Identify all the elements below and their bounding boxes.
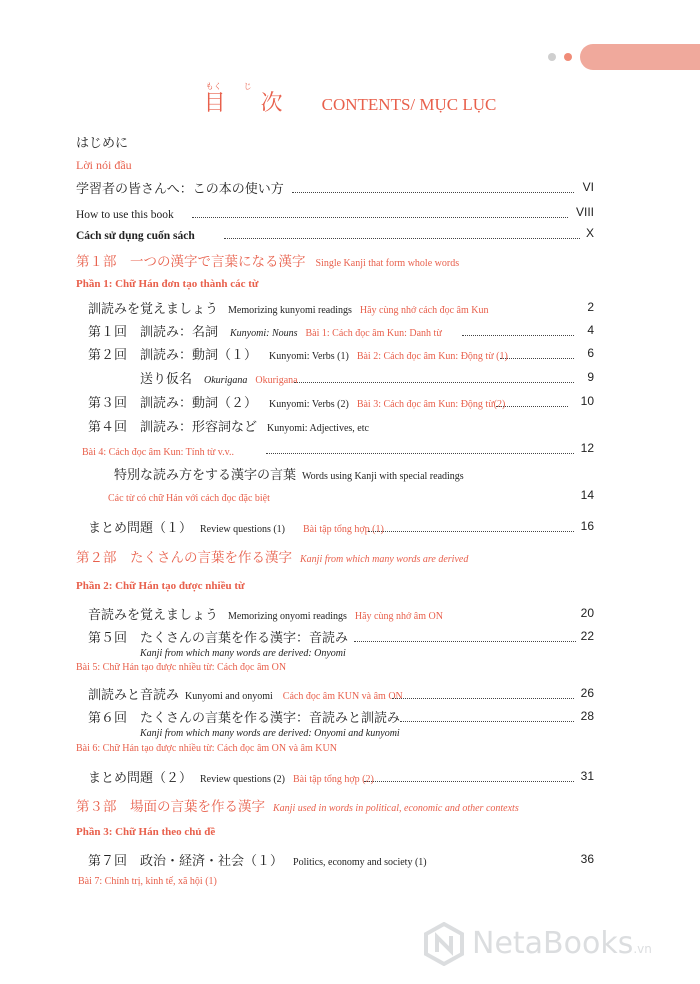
page-number: 14 (580, 488, 594, 502)
page-number: X (585, 226, 594, 240)
page-number: VI (582, 180, 594, 194)
dot-leader (364, 780, 574, 782)
toc-entry[interactable]: 第３回 訓読み：動詞（２） Kunyomi: Verbs (2) Bài 3: Cách đọc âm Kun: Động từ(2) (88, 396, 506, 411)
toc-entry[interactable] (76, 226, 700, 244)
orange-dot-icon (564, 53, 572, 61)
toc-subtitle-en: Kanji from which many words are derived: Onyomi and kunyomi (140, 728, 400, 739)
dot-leader (500, 357, 574, 359)
part2-heading-jp: 第２部 たくさんの言葉を作る漢字 (76, 550, 292, 566)
part2-heading-vi: Phần 2: Chữ Hán tạo được nhiều từ (76, 580, 245, 592)
header-bar (580, 44, 700, 70)
toc-entry[interactable] (76, 205, 700, 223)
dot-leader (354, 640, 576, 642)
title-english: CONTENTS/ MỤC LỤC (321, 95, 497, 114)
toc-entry[interactable]: 訓読みと音読み Kunyomi and onyomi Cách đọc âm KUN và âm ON (88, 688, 403, 703)
watermark-suffix: .vn (633, 942, 652, 956)
dot-leader (462, 334, 574, 336)
dot-leader (266, 452, 574, 454)
watermark-brand: NetaBooks (472, 926, 634, 961)
page-number: VIII (575, 205, 594, 219)
page-number: 26 (580, 686, 594, 700)
dot-leader (192, 216, 568, 218)
part1-heading-vi: Phần 1: Chữ Hán đơn tạo thành các từ (76, 278, 259, 290)
toc-entry[interactable] (76, 178, 700, 198)
page-number: 10 (580, 394, 594, 408)
title-ruby-1: もく (205, 82, 222, 91)
title-kanji-1: 目 (203, 91, 240, 116)
part2-heading (76, 546, 700, 567)
toc-subtitle-en: Kanji from which many words are derived: Onyomi (140, 648, 346, 659)
page-number: 36 (580, 852, 594, 866)
toc-entry[interactable]: まとめ問題（２） Review questions (2) Bài tập tổng hợp (2) (88, 771, 374, 786)
page-number: 2 (587, 300, 594, 314)
page-number: 12 (580, 441, 594, 455)
dot-leader (400, 720, 574, 722)
toc-label: 学習者の皆さんへ：この本の使い方 (76, 182, 284, 197)
header-decoration (540, 44, 700, 70)
part3-heading-en: Kanji used in words in political, economic and other contexts (273, 803, 519, 814)
page-number: 16 (580, 519, 594, 533)
toc-entry[interactable]: 第５回 たくさんの言葉を作る漢字：音読み (88, 631, 349, 646)
toc-subtitle-vi: Bài 5: Chữ Hán tạo được nhiều từ: Cách đọc âm ON (76, 662, 287, 673)
toc-entry[interactable]: まとめ問題（１） Review questions (1) Bài tập tổng hợp (1) (88, 521, 384, 536)
dot-leader (496, 405, 568, 407)
part3-heading-jp: 第３部 場面の言葉を作る漢字 (76, 799, 265, 815)
netabooks-logo-icon (422, 922, 466, 966)
toc-label: How to use this book (76, 209, 174, 221)
toc-entry[interactable]: 訓読みを覚えましょう Memorizing kunyomi readings Hãy cùng nhớ cách đọc âm Kun (88, 302, 489, 317)
toc-entry[interactable]: 第７回 政治・経済・社会（１） Politics, economy and society (1) (88, 854, 427, 869)
part1-heading-jp: 第１部 一つの漢字で言葉になる漢字 (76, 254, 306, 270)
page-title (0, 82, 700, 117)
toc-entry[interactable]: 第２回 訓読み：動詞（１） Kunyomi: Verbs (1) Bài 2: Cách đọc âm Kun: Động từ (1) (88, 348, 508, 363)
toc-subtitle-vi: Bài 6: Chữ Hán tạo được nhiều từ: Cách đọc âm ON và âm KUN (76, 743, 337, 754)
toc-entry[interactable]: Bài 4: Cách đọc âm Kun: Tính từ v.v.. (82, 447, 234, 458)
toc-subtitle-vi: Bài 7: Chính trị, kinh tế, xã hội (1) (78, 876, 217, 887)
grey-dot-icon (548, 53, 556, 61)
page-number: 22 (580, 629, 594, 643)
intro-jp: はじめに (76, 136, 129, 151)
intro-vi: Lời nói đầu (76, 158, 132, 172)
toc-entry[interactable]: 音読みを覚えましょう Memorizing onyomi readings Hãy cùng nhớ âm ON (88, 608, 443, 623)
title-kanji-2: 次 (260, 91, 297, 116)
part3-heading (76, 795, 700, 816)
page-number: 6 (587, 346, 594, 360)
page-number: 9 (587, 370, 594, 384)
toc-entry[interactable]: 特別な読み方をする漢字の言葉 Words using Kanji with special readings (114, 468, 464, 483)
toc-entry[interactable]: 第６回 たくさんの言葉を作る漢字：音読みと訓読み (88, 711, 401, 726)
toc-label: Cách sử dụng cuốn sách (76, 230, 195, 242)
dot-leader (224, 237, 580, 239)
dot-leader (294, 381, 574, 383)
toc-entry[interactable]: 送り仮名 Okurigana Okurigana (140, 372, 298, 387)
netabooks-watermark (418, 918, 698, 974)
page-number: 4 (587, 323, 594, 337)
page-number: 28 (580, 709, 594, 723)
part3-heading-vi: Phần 3: Chữ Hán theo chủ đề (76, 826, 216, 838)
toc-entry[interactable]: 第４回 訓読み：形容詞など Kunyomi: Adjectives, etc (88, 420, 369, 435)
dot-leader (368, 530, 574, 532)
part1-heading (76, 250, 700, 271)
part2-heading-en: Kanji from which many words are derived (300, 554, 469, 565)
page-number: 20 (580, 606, 594, 620)
page-number: 31 (580, 769, 594, 783)
dot-leader (292, 191, 574, 193)
dot-leader (392, 697, 574, 699)
part1-heading-en: Single Kanji that form whole words (315, 258, 460, 269)
title-ruby-2: じ (243, 82, 252, 91)
toc-entry[interactable]: Các từ có chữ Hán với cách đọc đặc biệt (108, 493, 270, 504)
toc-entry[interactable]: 第１回 訓読み：名詞 Kunyomi: Nouns Bài 1: Cách đọc âm Kun: Danh từ (88, 325, 442, 340)
